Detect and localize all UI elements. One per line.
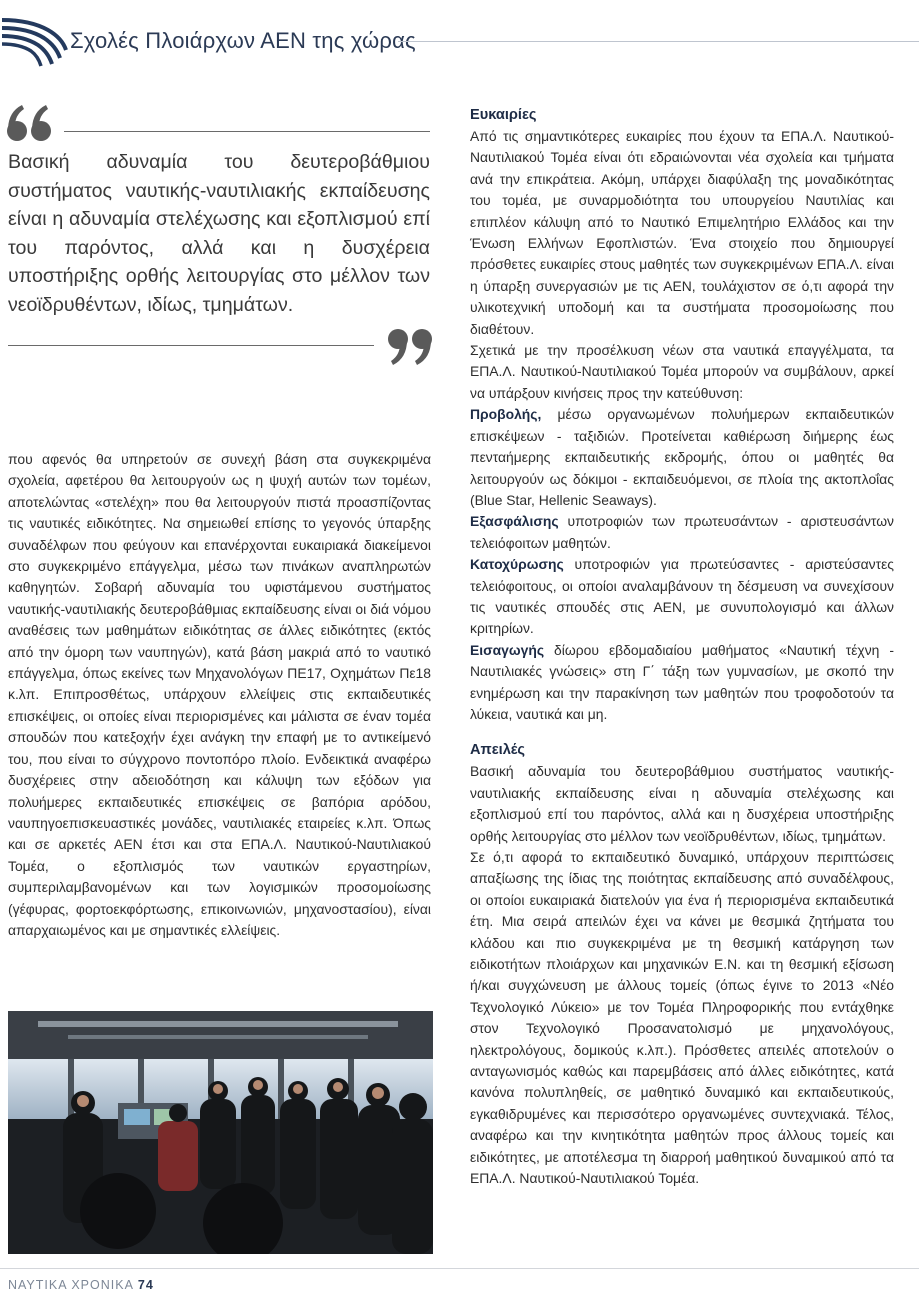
left-column xyxy=(8,449,431,941)
item-term: Προβολής, xyxy=(470,406,542,423)
section-title: Σχολές Πλοιάρχων ΑΕΝ της χώρας xyxy=(70,28,416,53)
item-term: Κατοχύρωσης xyxy=(470,556,564,573)
opportunities-heading: Ευκαιρίες xyxy=(470,107,537,123)
body-paragraph: που αφενός θα υπηρετούν σε συνεχή βάση στα συγκεκριμένα σχολεία, αφετέρου θα λειτουργούν ως η ψυχή αυτών των τομέων, αποτελώντας «στελέχη» που θα λειτουργούν πιστά προασπίζοντας τις ναυτικές ειδικότητες. Να σημειωθεί επίσης το γεγονός ύπαρξης συναδέλφων που φεύγουν και επανέρχονται ευκαιριακά διακείμενοι στο συγκεκριμένο επάγγελμα, μέσω των πινάκων αναπληρωτών καθηγητών. Σοβαρή αδυναμία του υφιστάμενου συστήματος ναυτικής-ναυτιλιακής δευτεροβάθμιας εκπαίδευσης είναι οι διά νόμου αναθέσεις των μαθημάτων ειδικότητας σε άλλες ειδικότητες (εκτός από την όμορη των ναυπηγών), κατά βάση μακριά από το ναυτικό επάγγελμα, όπως εκείνες των Μηχανολόγων ΠΕ17, Οχημάτων Πε18 κ.λπ. Επιπροσθέτως, υπάρχουν ελλείψεις στις εκπαιδευτικές επισκέψεις, οι οποίες είναι περιορισμένες και μάλιστα σε έναν τομέα σπουδών που κατεξοχήν έχει ανάγκη την επαφή με το αντικείμενό του, που είναι το σύγχρονο ποντοπόρο πλοίο. Ενδεικτικά αναφέρω δυσχέρειες στην αδειοδότηση και κάλυψη των εξόδων για πολυήμερες εκπαιδευτικές επισκέψεις σε βαπόρια αρόδου, ναυπηγοεπισκευαστικές μονάδες, ναυτιλιακές εταιρείες κ.λπ. Όπως και σε αρκετές ΑΕΝ έτσι και στα ΕΠΑ.Λ. Ναυτικού-Ναυτιλιακού Τομέα, ο εξοπλισμός των ναυτικών εργαστηρίων, συμπεριλαμβανομένων και των λογισμικών προσομοίωσης (γέφυρας, φορτοεκφόρτωσης, επικοινωνιών, μηχανοστασίου), είναι απαρχαιωμένος και με σημαντικές ελλείψεις. xyxy=(8,451,431,938)
section-gap xyxy=(470,725,894,739)
opening-quote-icon xyxy=(6,102,54,144)
list-item xyxy=(470,554,894,640)
page-footer xyxy=(8,1278,154,1292)
closing-quote-icon xyxy=(385,326,433,368)
body-paragraph: Σε ό,τι αφορά το εκπαιδευτικό δυναμικό, υπάρχουν περιπτώσεις απαξίωσης της ίδιας της ποιότητας εκπαίδευσης από συναδέλφους, οι οποίοι ευκαιριακά διατελούν για ένα ή περιορισμένα εκπαιδευτικά έτη. Μια σειρά απειλών έχει να κάνει με θεσμικά ζητήματα του κλάδου και πιο συγκεκριμένα με τη θεσμική κατάργηση των ειδικοτήτων πλοιάρχων και μηχανικών Ε.Ν. και τη θεσμική εξίσωση ή/και συγχώνευση με άλλους τομείς (όπως έγινε το 2013 «Νέο Τεχνολογικό Λύκειο» με τον Τομέα Πληροφορικής που εντάχθηκε στον Τεχνολογικό Προσανατολισμό με μηχανολόγους, ηλεκτρολόγους, δομικούς κ.λπ.). Πρόσθετες απειλές αποτελούν ο ανταγωνισμός καθώς και παρεμβάσεις από άλλες ειδικότητες, κατά κανόνα πολυπληθείς, σε μαθητικό δυναμικό και εκπαιδευτικούς, εγκαθιδρυμένες και περισσότερο οργανωμένες συντεχνιακά. Τέλος, αναφέρω και την κινητικότητα μαθητών προς άλλους τομείς και ειδικότητες, με αποτέλεσμα τη διαρροή μαθητικού δυναμικού από τα ΕΠΑ.Λ. Ναυτικού-Ναυτιλιακού Τομέα. xyxy=(470,849,894,1187)
threats-heading: Απειλές xyxy=(470,742,525,759)
students-on-ship-bridge-photo xyxy=(8,1011,433,1254)
list-item xyxy=(470,404,894,511)
body-paragraph: Από τις σημαντικότερες ευκαιρίες που έχουν τα ΕΠΑ.Λ. Ναυτικού-Ναυτιλιακού Τομέα είναι ότι εδραιώνονται νέα σχολεία και τμήματα ανά την επικράτεια. Ακόμη, υπάρχει διαφύλαξη της μοναδικότητας του τομέα, με συναρμοδιότητα του υπουργείου Ναυτιλίας και επιπλέον κάλυψη από το Ναυτικό Επιμελητήριο Ελλάδος και την Ένωση Ελλήνων Εφοπλιστών. Ένα στοιχείο που δημιουργεί πρόσθετες ευκαιρίες στους μαθητές των συγκεκριμένων ΕΠΑ.Λ. είναι η ύπαρξη συνεργασιών με τις ΑΕΝ, τουλάχιστον σε ό,τι αφορά την υλικοτεχνική υποδομή και τα συστήματα προσομοίωσης που διαθέτουν. xyxy=(470,128,894,337)
footer-divider xyxy=(0,1268,919,1269)
item-term: Εισαγωγής xyxy=(470,641,545,658)
wave-lines-logo xyxy=(0,14,68,70)
item-text: υποτροφιών για πρωτεύσαντες - αριστεύσαντες τελειόφοιτους, οι οποίοι αναλαμβάνουν τη δέσμευση να συνεχίσουν τις ναυτικές σπουδές στις ΑΕΝ, με συνυπολογισμό και άλλων κριτηρίων. xyxy=(470,556,894,637)
body-paragraph: Βασική αδυναμία του δευτεροβάθμιου συστήματος ναυτικής-ναυτιλιακής εκπαίδευσης είναι η αδυναμία στελέχωσης και εξοπλισμού επί του παρόντος, αλλά και η δυσχέρεια υποστήριξης ορθής λειτουργίας στο μέλλον των νεοϊδρυθέντων, ιδίως, τμημάτων. xyxy=(470,763,894,844)
header-divider xyxy=(398,41,919,42)
list-item xyxy=(470,511,894,554)
page-header xyxy=(0,0,919,80)
magazine-name: ΝΑΥΤΙΚΑ ΧΡΟΝΙΚΑ xyxy=(8,1278,134,1292)
item-text: μέσω οργανωμένων πολυήμερων εκπαιδευτικών επισκέψεων - ταξιδιών. Προτείνεται καθιέρωση διήμερης έως πενταήμερης εκπαιδευτικής εκδρομής, όπου οι μαθητές θα λειτουργούν ως δόκιμοι - εκπαιδευόμενοι, σε πλοία της ακτοπλοΐας (Blue Star, Hellenic Seaways). xyxy=(470,406,894,508)
list-item xyxy=(470,640,894,726)
quote-bottom-rule xyxy=(8,345,374,346)
pull-quote: Βασική αδυναμία του δευτεροβάθμιου συστήματος ναυτικής-ναυτιλιακής εκπαίδευσης είναι η αδυναμία στελέχωσης και εξοπλισμού επί του παρόντος, αλλά και η δυσχέρεια υποστήριξης ορθής λειτουργίας στο μέλλον των νεοϊδρυθέντων, ιδίως, τμημάτων. xyxy=(8,151,430,316)
item-text: δίωρου εβδομαδιαίου μαθήματος «Ναυτική τέχνη - Ναυτιλιακές γνώσεις» στη Γ΄ τάξη των γυμνασίων, με σκοπό την ενημέρωση και την παρακίνηση των μαθητών που τροφοδοτούν τα λύκεια, ναυτικά και μη. xyxy=(470,641,894,722)
item-text: υποτροφιών των πρωτευσάντων - αριστευσάντων τελειόφοιτων μαθητών. xyxy=(470,513,894,551)
body-paragraph: Σχετικά με την προσέλκυση νέων στα ναυτικά επαγγέλματα, τα ΕΠΑ.Λ. Ναυτικού-Ναυτιλιακού Τομέα μπορούν να συμβάλουν, αρκεί να υπάρξουν κινήσεις προς την κατεύθυνση: xyxy=(470,342,894,401)
right-column xyxy=(470,104,894,1190)
quote-top-rule xyxy=(64,131,430,132)
page-number: 74 xyxy=(137,1278,154,1292)
item-term: Εξασφάλισης xyxy=(470,513,559,530)
